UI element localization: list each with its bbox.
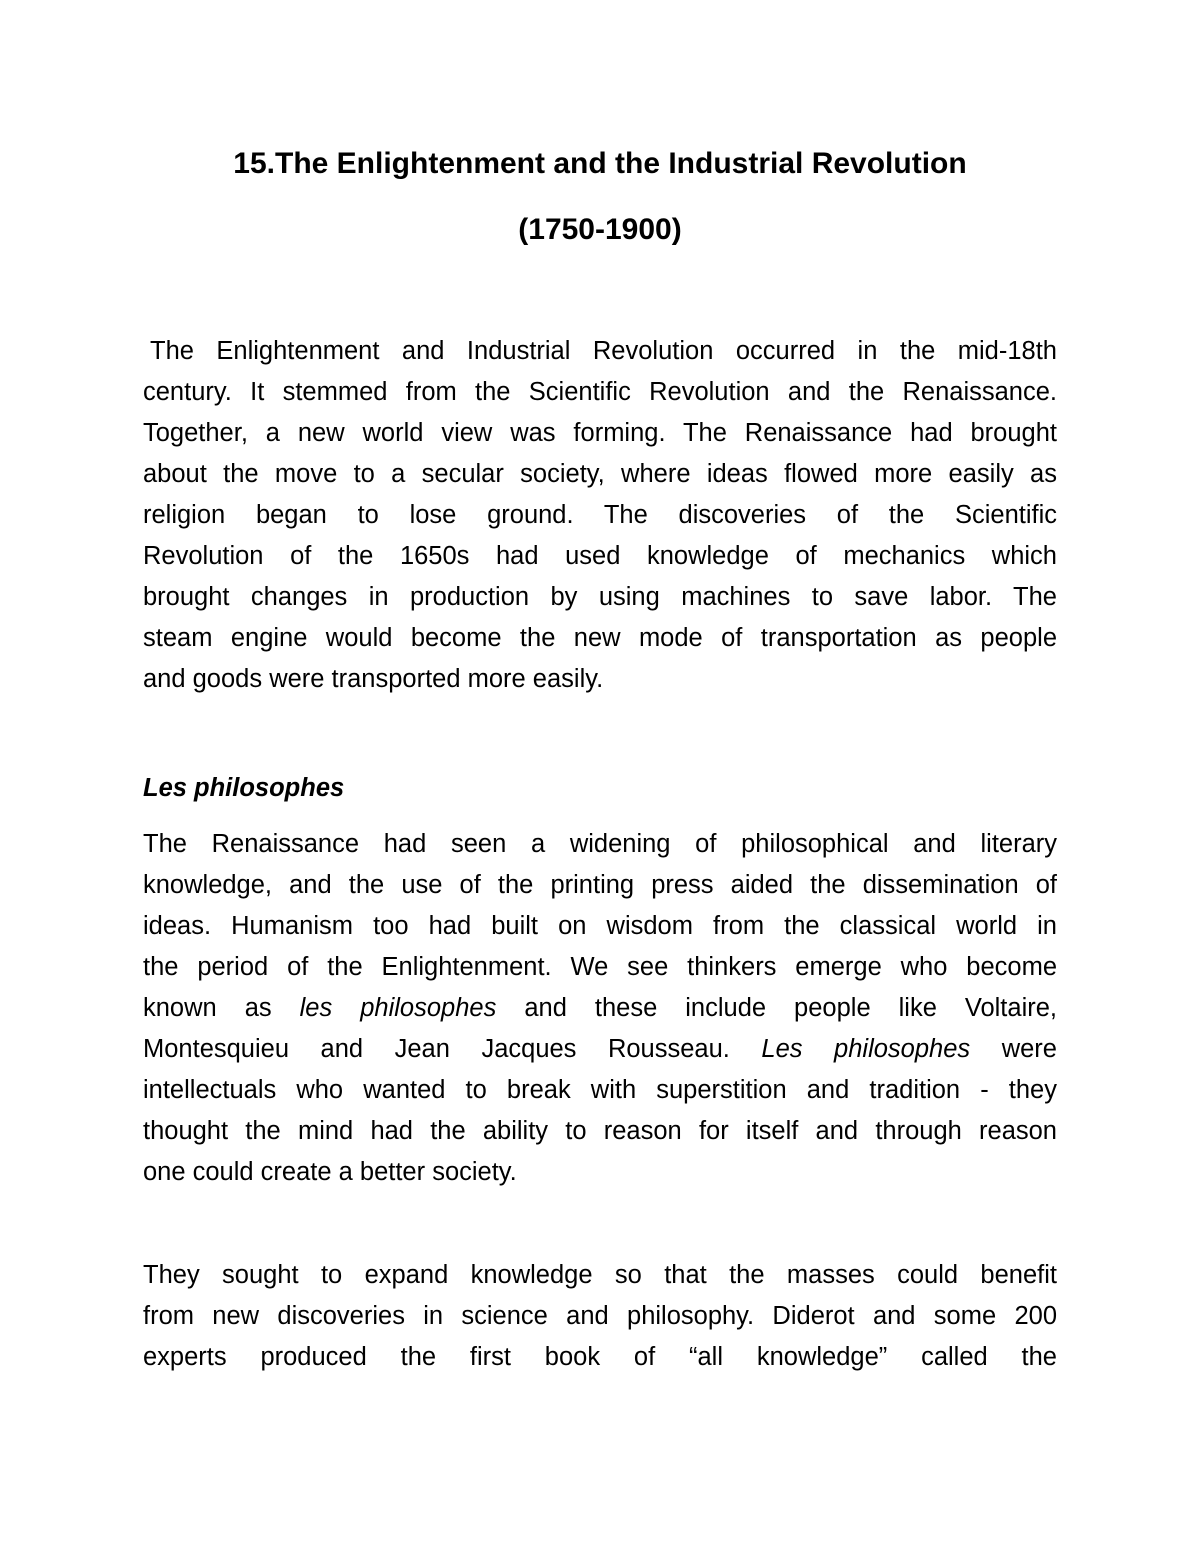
paragraph-line: intellectuals who wanted to break with superstition and tradition - they [143, 1076, 1057, 1104]
text-run: and these include people like Voltaire, [524, 994, 1057, 1022]
paragraph-line: century. It stemmed from the Scientific Revolution and the Renaissance. [143, 378, 1057, 406]
document-date-range: (1750-1900) [518, 213, 682, 246]
paragraph-line: The Enlightenment and Industrial Revolution occurred in the mid-18th [150, 337, 1057, 365]
paragraph-line [143, 1029, 1057, 1070]
section-heading: Les philosophes [143, 774, 345, 802]
text-run: Montesquieu and Jean Jacques Rousseau. [143, 1035, 730, 1063]
paragraph-line: and goods were transported more easily. [143, 665, 604, 693]
paragraph-line: from new discoveries in science and philosophy. Diderot and some 200 [143, 1302, 1057, 1330]
intro-paragraph [143, 331, 1057, 700]
paragraph-line: one could create a better society. [143, 1158, 517, 1186]
paragraph-line: experts produced the first book of “all knowledge” called the [143, 1343, 1057, 1371]
paragraph-line: Revolution of the 1650s had used knowledge of mechanics which [143, 542, 1057, 570]
document-title: 15.The Enlightenment and the Industrial Revolution [233, 147, 967, 180]
italic-term: Les philosophes [761, 1035, 971, 1063]
paragraph-line: the period of the Enlightenment. We see thinkers emerge who become [143, 953, 1057, 981]
paragraph-line: They sought to expand knowledge so that the masses could benefit [143, 1261, 1057, 1289]
knowledge-paragraph [143, 1255, 1057, 1378]
paragraph-line: Together, a new world view was forming. The Renaissance had brought [143, 419, 1057, 447]
paragraph-line: ideas. Humanism too had built on wisdom from the classical world in [143, 912, 1057, 940]
paragraph-line: The Renaissance had seen a widening of philosophical and literary [143, 830, 1057, 858]
paragraph-line [143, 988, 1057, 1029]
italic-term: les philosophes [299, 994, 497, 1022]
text-run: known as [143, 994, 272, 1022]
paragraph-line: steam engine would become the new mode of transportation as people [143, 624, 1057, 652]
paragraph-line: religion began to lose ground. The discoveries of the Scientific [143, 501, 1057, 529]
paragraph-line: brought changes in production by using machines to save labor. The [143, 583, 1057, 611]
text-run: were [1001, 1035, 1057, 1063]
philosophes-paragraph [143, 824, 1057, 1193]
paragraph-line: about the move to a secular society, where ideas flowed more easily as [143, 460, 1057, 488]
paragraph-line: thought the mind had the ability to reason for itself and through reason [143, 1117, 1057, 1145]
paragraph-line: knowledge, and the use of the printing press aided the dissemination of [143, 871, 1057, 899]
